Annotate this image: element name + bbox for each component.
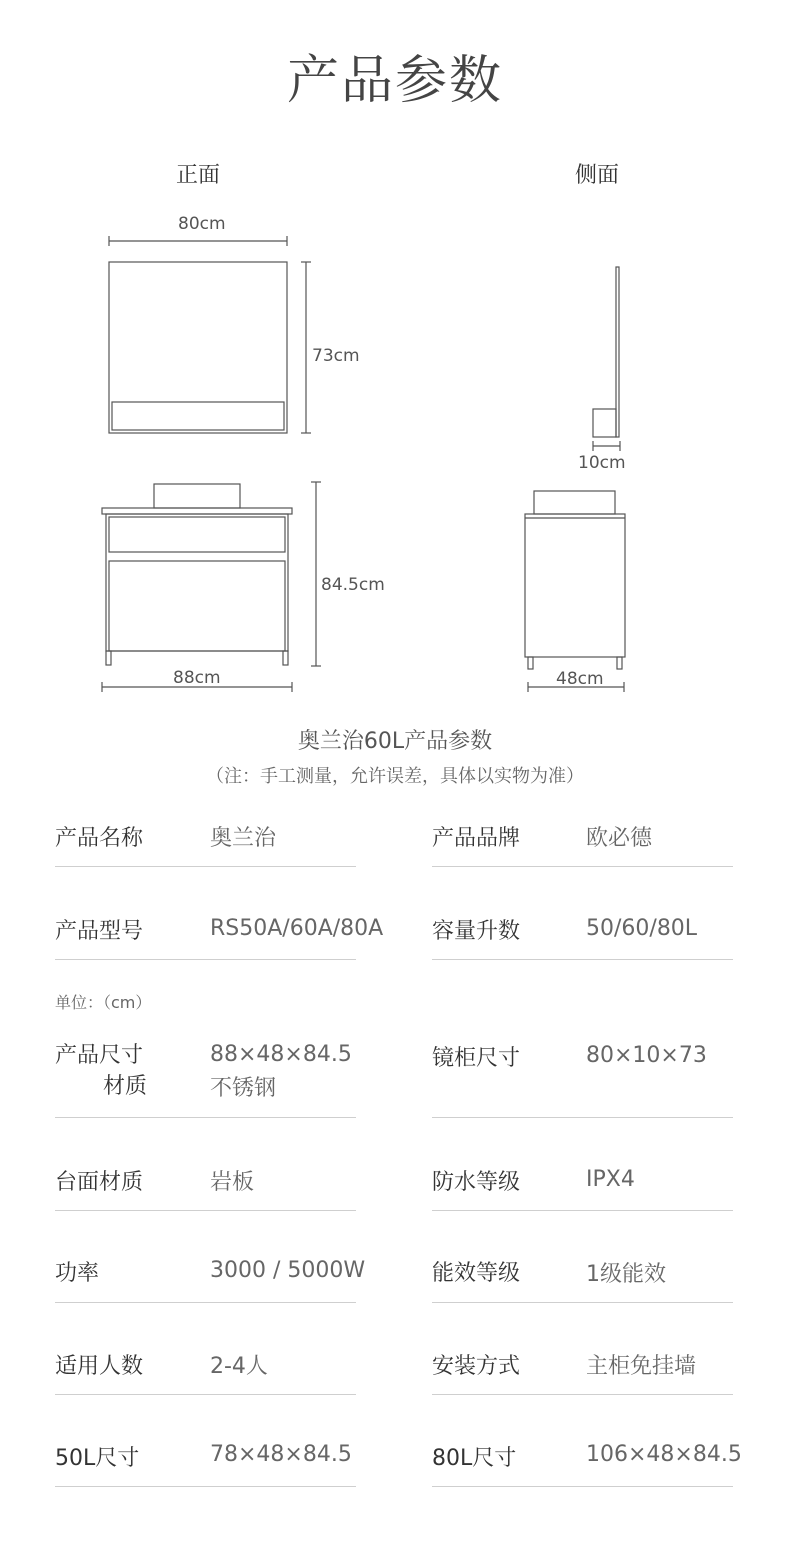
spec-value: 1级能效 [586, 1262, 666, 1287]
row-divider [432, 1302, 733, 1303]
spec-label: 适用人数 [55, 1354, 144, 1379]
row-divider [55, 1302, 356, 1303]
row-divider [55, 866, 356, 867]
row-divider [432, 959, 733, 960]
mirror-depth-label: 10cm [578, 453, 626, 473]
spec-label: 台面材质 [55, 1170, 144, 1195]
row-divider [432, 1394, 733, 1395]
spec-label: 产品名称 [55, 826, 144, 851]
spec-label: 防水等级 [432, 1170, 521, 1195]
row-divider [55, 1117, 356, 1118]
row-divider [432, 866, 733, 867]
cabinet-height-label: 84.5cm [321, 575, 385, 595]
spec-value: 岩板 [210, 1170, 255, 1195]
row-divider [55, 1486, 356, 1487]
spec-value: 50/60/80L [586, 916, 698, 941]
spec-value: 80×10×73 [586, 1043, 707, 1068]
spec-value: 奥兰治 [210, 826, 277, 851]
row-divider [432, 1117, 733, 1118]
spec-label: 材质 [103, 1074, 148, 1099]
spec-value: IPX4 [586, 1167, 635, 1192]
spec-subtitle: 奥兰治60L产品参数 [297, 729, 493, 754]
mirror-height-label: 73cm [312, 346, 360, 366]
front-base-cabinet [102, 482, 321, 692]
spec-value: 2-4人 [210, 1354, 268, 1379]
row-divider [55, 959, 356, 960]
spec-value: 78×48×84.5 [210, 1442, 352, 1467]
mirror-width-label: 80cm [178, 214, 226, 234]
spec-label: 容量升数 [432, 919, 521, 944]
measurement-note: （注：手工测量，允许误差，具体以实物为准） [206, 766, 584, 787]
spec-value: 主柜免挂墙 [586, 1354, 697, 1379]
spec-label: 50L尺寸 [55, 1446, 140, 1471]
spec-label: 产品尺寸 [55, 1043, 144, 1068]
spec-label: 产品型号 [55, 919, 144, 944]
spec-value: 不锈钢 [210, 1076, 277, 1101]
row-divider [432, 1486, 733, 1487]
unit-label: 单位：（cm） [55, 993, 152, 1012]
spec-label: 能效等级 [432, 1261, 521, 1286]
cabinet-depth-label: 48cm [556, 669, 604, 689]
front-view-label: 正面 [176, 163, 221, 188]
spec-value: 88×48×84.5 [210, 1042, 352, 1067]
row-divider [432, 1210, 733, 1211]
side-base-cabinet [525, 491, 625, 692]
side-view-label: 侧面 [575, 163, 620, 188]
spec-label: 80L尺寸 [432, 1446, 517, 1471]
cabinet-width-label: 88cm [173, 668, 221, 688]
spec-value: RS50A/60A/80A [210, 916, 384, 941]
page-title: 产品参数 [286, 51, 503, 111]
row-divider [55, 1394, 356, 1395]
front-mirror-cabinet [109, 236, 311, 433]
row-divider [55, 1210, 356, 1211]
spec-label: 安装方式 [432, 1354, 521, 1379]
spec-value: 3000 / 5000W [210, 1258, 366, 1283]
spec-label: 产品品牌 [432, 826, 521, 851]
spec-label: 功率 [55, 1261, 100, 1286]
side-mirror-cabinet [593, 267, 620, 451]
product-dimension-diagram [0, 0, 790, 720]
spec-label: 镜柜尺寸 [432, 1046, 521, 1071]
spec-value: 106×48×84.5 [586, 1442, 742, 1467]
spec-value: 欧必德 [586, 826, 653, 851]
